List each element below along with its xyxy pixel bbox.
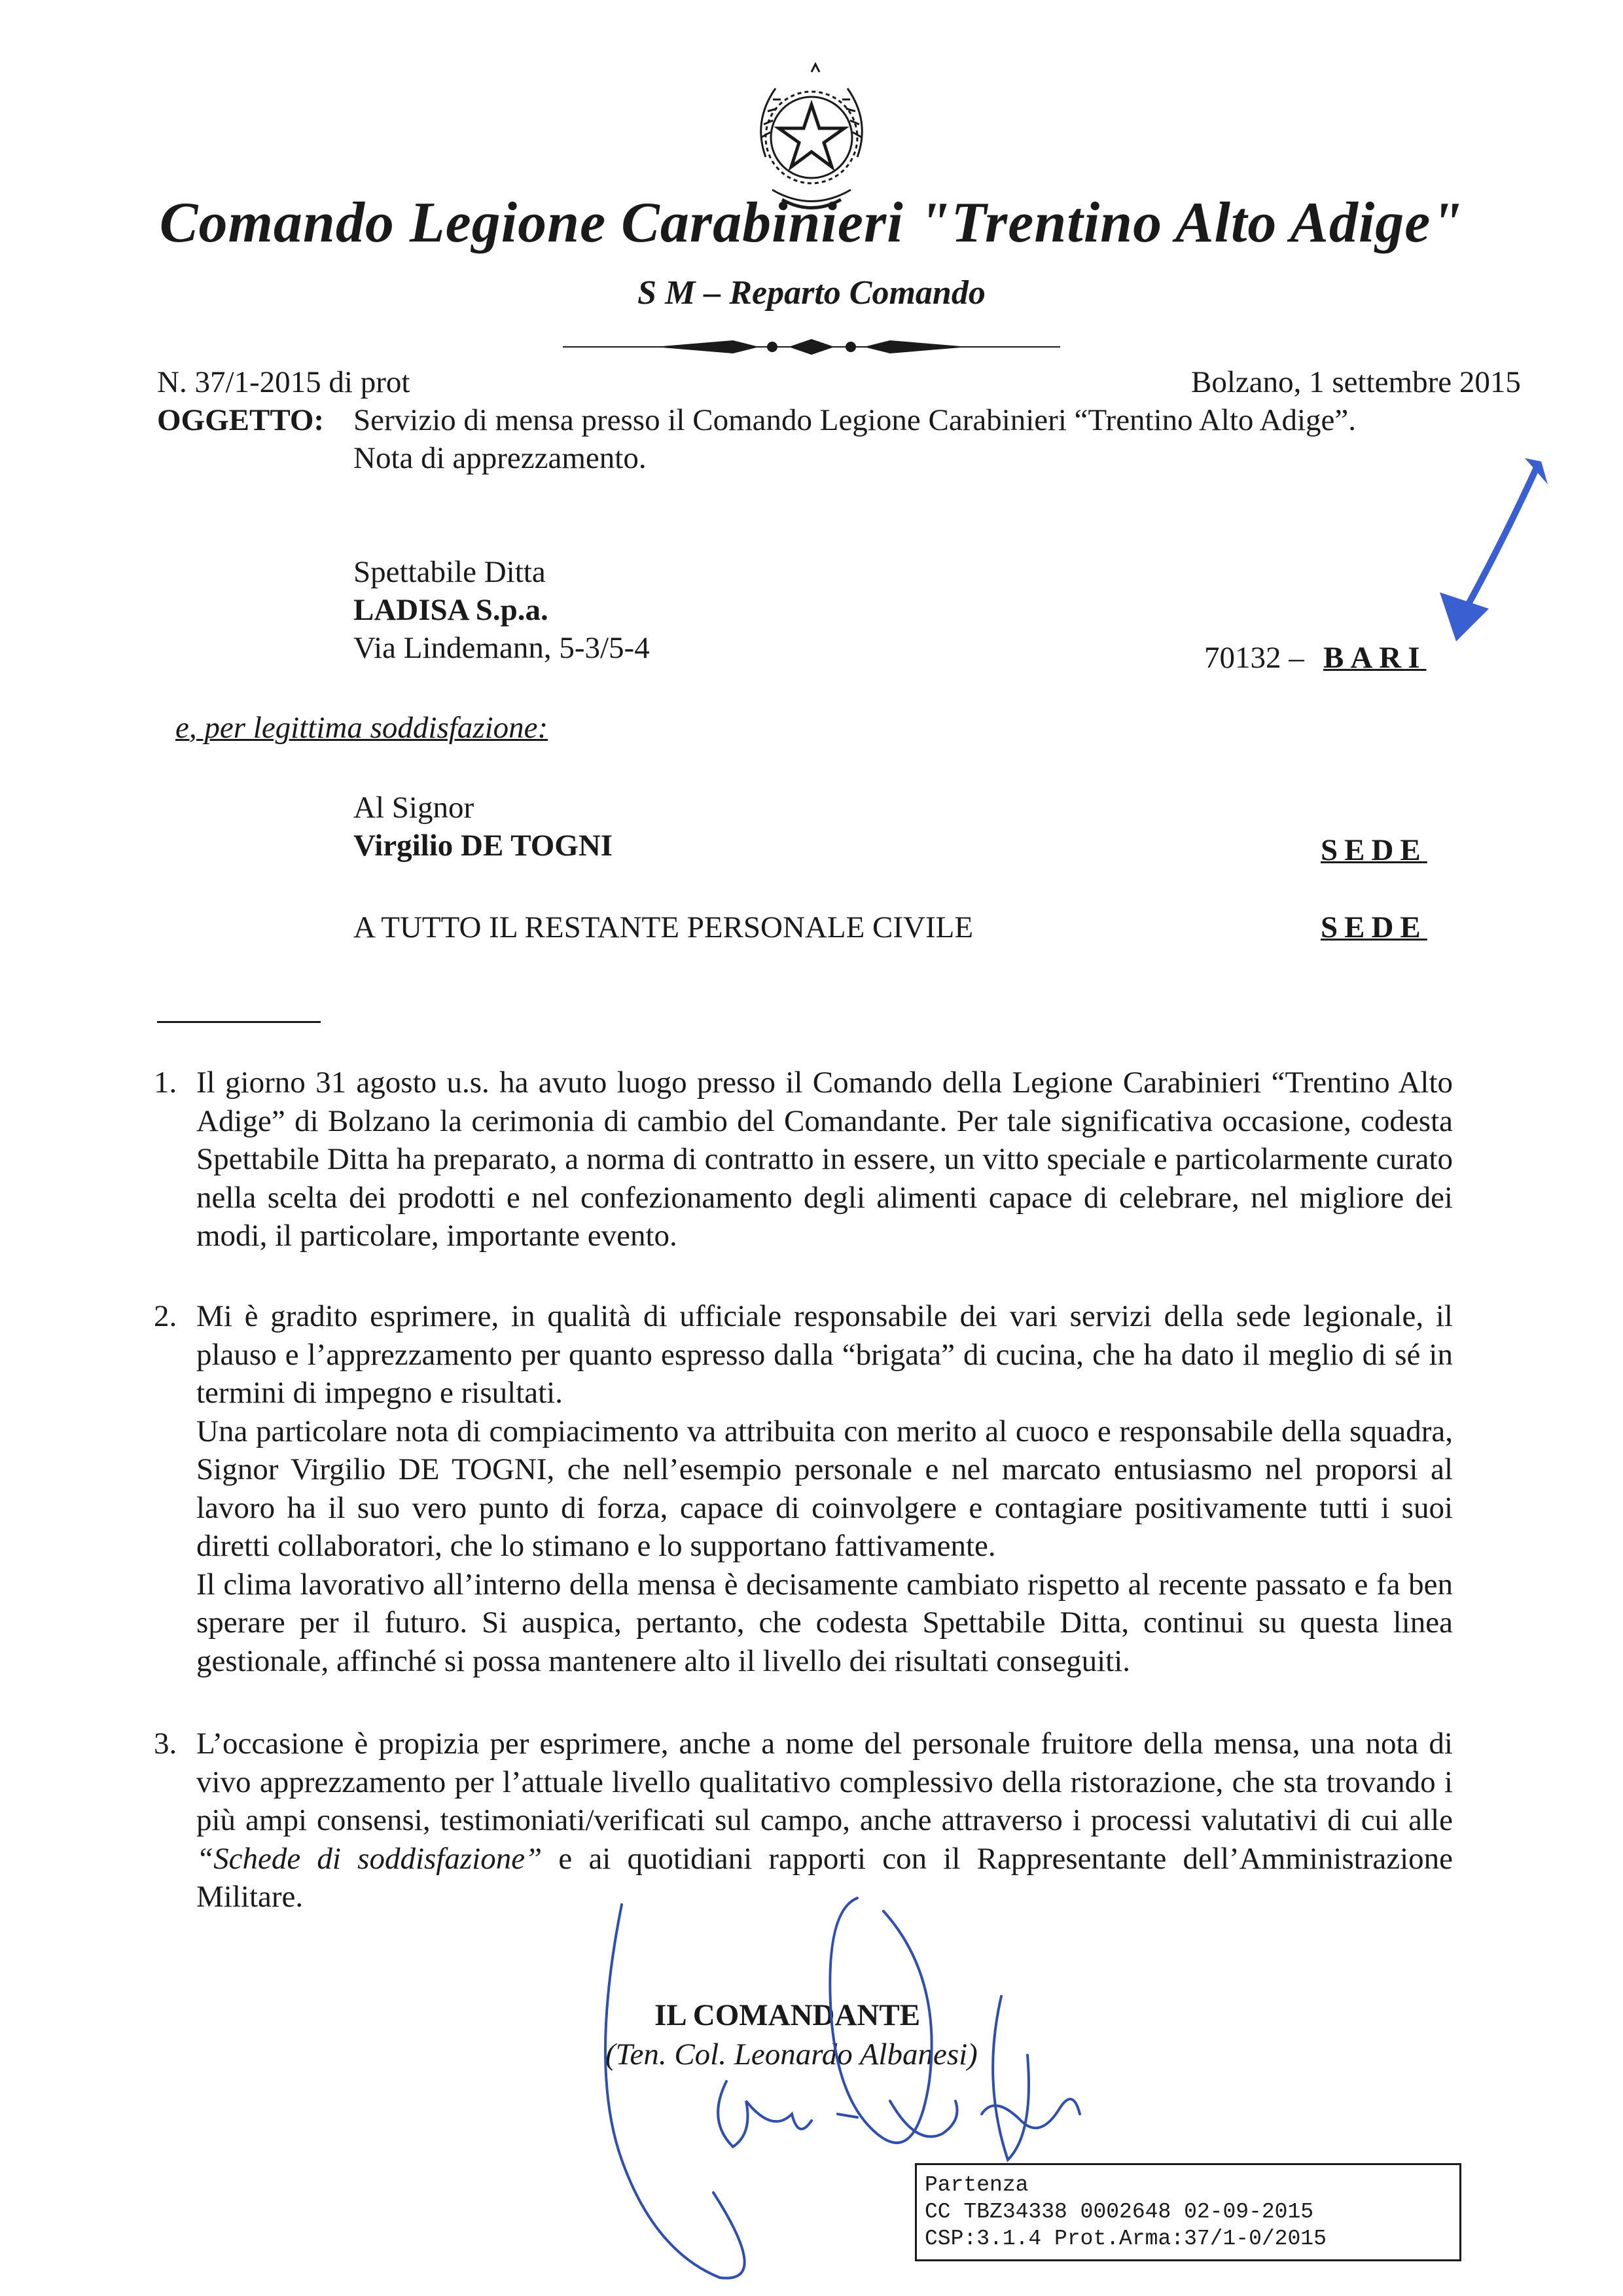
- subject-line-2: Nota di apprezzamento.: [353, 441, 647, 475]
- protocol-stamp: [915, 2163, 1461, 2261]
- paragraph-3-end: e ai quotidiani rapporti con il Rappresentante dell’Amministrazione Militare.: [196, 1841, 1453, 1914]
- cc-heading: e, per legittima soddisfazione:: [175, 711, 548, 745]
- recipient-2-destination: SEDE: [1321, 833, 1427, 867]
- signatory-role: IL COMANDANTE: [654, 1998, 921, 2032]
- recipient-2-name: Virgilio DE TOGNI: [353, 829, 613, 863]
- recipient-1-postcode: 70132 –: [1204, 641, 1304, 675]
- paragraph-1-text: Il giorno 31 agosto u.s. ha avuto luogo presso il Comando della Legione Carabinieri “Trentino Alto Adige” di Bolzano la cerimonia di cambio del Comandante. Per tale significativa occasione, codesta Spettabile Ditta ha preparato, a norma di contratto in essere, un vitto speciale e particolarmente curato nella scelta dei prodotti e nel confezionamento degli alimenti capace di celebrare, nel migliore dei modi, il particolare, importante evento.: [196, 1066, 1453, 1253]
- stamp-line-2: CC TBZ34338 0002648 02-09-2015: [925, 2200, 1314, 2224]
- recipient-1-salutation: Spettabile Ditta: [353, 555, 546, 589]
- recipient-1-address: Via Lindemann, 5-3/5-4: [353, 631, 650, 665]
- signatory-name: (Ten. Col. Leonardo Albanesi): [605, 2037, 978, 2072]
- place-date: Bolzano, 1 settembre 2015: [1191, 365, 1521, 399]
- paragraph-3-italic: “Schede di soddisfazione”: [196, 1841, 543, 1876]
- paragraph-3-start: L’occasione è propizia per esprimere, anche a nome del personale fruitore della mensa, una nota di vivo apprezzamento per l’attuale livello qualitativo complessivo della ristorazione, che sta trovando i più ampi consensi, testimoniati/verificati sul campo, anche attraverso i processi valutativi di cui alle: [196, 1727, 1453, 1837]
- paragraph-2-number: 2.: [154, 1299, 177, 1333]
- recipient-2-salutation: Al Signor: [353, 791, 474, 825]
- subject-line-1: Servizio di mensa presso il Comando Legione Carabinieri “Trentino Alto Adige”.: [353, 403, 1357, 437]
- title-ornament: [563, 327, 1060, 367]
- document-title: Comando Legione Carabinieri "Trentino Alto Adige": [159, 191, 1464, 255]
- recipient-3-line: A TUTTO IL RESTANTE PERSONALE CIVILE: [353, 910, 974, 944]
- paragraph-2c-text: Il clima lavorativo all’interno della mensa è decisamente cambiato rispetto al recente passato e fa ben sperare per il futuro. Si auspica, pertanto, che codesta Spettabile Ditta, continui su questa linea gestionale, affinché si possa mantenere alto il livello dei risultati conseguiti.: [196, 1567, 1453, 1678]
- subject-label: OGGETTO:: [157, 403, 325, 437]
- stamp-line-3: CSP:3.1.4 Prot.Arma:37/1-0/2015: [925, 2227, 1327, 2251]
- paragraph-3-text: [196, 1725, 1453, 1916]
- recipient-1-city: BARI: [1323, 641, 1427, 675]
- paragraph-2a-text: Mi è gradito esprimere, in qualità di ufficiale responsabile dei vari servizi della sede legionale, il plauso e l’apprezzamento per quanto espresso dalla “brigata” di cucina, che ha dato il meglio di sé in termini di impegno e risultati.: [196, 1299, 1453, 1410]
- paragraph-2: [196, 1297, 1453, 1680]
- handwritten-arrow-icon: [1427, 445, 1558, 655]
- protocol-number: N. 37/1-2015 di prot: [157, 365, 410, 399]
- paragraph-2b-text: Una particolare nota di compiacimento va attribuita con merito al cuoco e responsabile della squadra, Signor Virgilio DE TOGNI, che nell’esempio personale e nel marcato entusiasmo nel proporsi al lavoro ha il suo vero punto di forza, capace di coinvolgere e contagiare positivamente tutti i suoi diretti collaboratori, che lo stimano e lo supportano fattivamente.: [196, 1414, 1453, 1563]
- stamp-line-1: Partenza: [925, 2173, 1029, 2197]
- paragraph-3-number: 3.: [154, 1727, 177, 1761]
- paragraph-3: [196, 1725, 1453, 1916]
- paragraph-1-number: 1.: [154, 1066, 177, 1100]
- paragraph-1: [196, 1064, 1453, 1255]
- recipient-1-company: LADISA S.p.a.: [353, 593, 548, 627]
- separator-rule: [157, 1021, 321, 1023]
- recipient-3-destination: SEDE: [1321, 910, 1427, 944]
- document-subtitle: S M – Reparto Comando: [637, 274, 986, 312]
